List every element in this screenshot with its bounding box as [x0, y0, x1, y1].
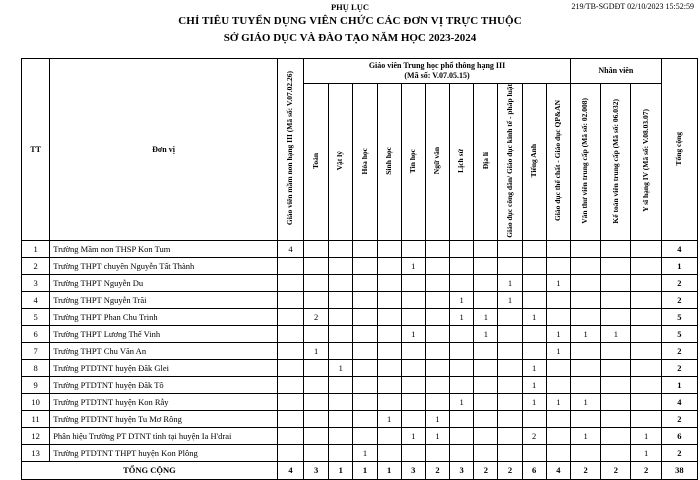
quota-cell: [546, 410, 570, 427]
quota-cell: [571, 308, 601, 325]
quota-cell: [353, 342, 377, 359]
quota-cell: [277, 325, 303, 342]
quota-cell: [277, 308, 303, 325]
header-unit: Đơn vị: [50, 59, 278, 241]
quota-cell: [304, 291, 329, 308]
quota-cell: [377, 240, 401, 257]
quota-cell: [631, 342, 661, 359]
total-cell: 4: [277, 461, 303, 479]
quota-cell: 1: [522, 393, 546, 410]
quota-cell: [498, 325, 522, 342]
quota-cell: [546, 240, 570, 257]
row-number: 10: [22, 393, 50, 410]
total-cell: 4: [546, 461, 570, 479]
quota-cell: [601, 393, 631, 410]
quota-cell: [377, 393, 401, 410]
quota-cell: 1: [546, 325, 570, 342]
quota-cell: [601, 342, 631, 359]
quota-cell: [277, 376, 303, 393]
quota-cell: [377, 359, 401, 376]
quota-cell: [498, 308, 522, 325]
table-row: [22, 274, 698, 291]
total-cell: 3: [401, 461, 425, 479]
header-subject: Hóa học: [353, 84, 377, 241]
quota-cell: [450, 325, 474, 342]
unit-name: Trường Mầm non THSP Kon Tum: [50, 240, 278, 257]
quota-cell: [425, 257, 449, 274]
quota-cell: [450, 342, 474, 359]
total-cell: 1: [377, 461, 401, 479]
quota-cell: [353, 393, 377, 410]
quota-cell: [304, 410, 329, 427]
quota-cell: [601, 427, 631, 444]
quota-cell: [304, 393, 329, 410]
row-total: 2: [661, 359, 697, 376]
quota-cell: [601, 359, 631, 376]
quota-cell: [631, 410, 661, 427]
quota-cell: [601, 274, 631, 291]
quota-cell: 1: [474, 308, 498, 325]
unit-name: Trường PTDTNT huyện Tu Mơ Rông: [50, 410, 278, 427]
total-cell: 2: [631, 461, 661, 479]
quota-cell: 1: [498, 274, 522, 291]
header-subject: Giáo dục công dân/ Giáo dục kinh tế - pháp luật: [498, 84, 522, 241]
quota-cell: [450, 427, 474, 444]
row-number: 3: [22, 274, 50, 291]
header-subject: Toán: [304, 84, 329, 241]
header-highschool-group: Giáo viên Trung học phổ thông hạng III (Mã số: V.07.05.15): [304, 59, 571, 84]
header-total: Tổng cộng: [661, 59, 697, 241]
row-number: 12: [22, 427, 50, 444]
unit-name: Trường THPT Nguyễn Trãi: [50, 291, 278, 308]
quota-cell: [546, 257, 570, 274]
quota-cell: [474, 393, 498, 410]
quota-cell: [498, 257, 522, 274]
quota-cell: 1: [450, 308, 474, 325]
quota-cell: [329, 376, 353, 393]
quota-cell: [546, 291, 570, 308]
quota-cell: [498, 359, 522, 376]
quota-cell: [401, 444, 425, 461]
quota-cell: [329, 342, 353, 359]
quota-cell: [425, 376, 449, 393]
total-cell: 1: [353, 461, 377, 479]
quota-cell: [329, 257, 353, 274]
quota-cell: [353, 240, 377, 257]
quota-cell: [571, 444, 601, 461]
quota-cell: [601, 376, 631, 393]
quota-cell: [450, 410, 474, 427]
header-tt: TT: [22, 59, 50, 241]
quota-cell: [546, 308, 570, 325]
table-row: [22, 342, 698, 359]
quota-cell: 1: [450, 291, 474, 308]
quota-cell: 1: [522, 359, 546, 376]
quota-cell: [401, 376, 425, 393]
grand-total: 38: [661, 461, 697, 479]
row-number: 2: [22, 257, 50, 274]
quota-cell: [546, 359, 570, 376]
quota-cell: [304, 240, 329, 257]
row-number: 7: [22, 342, 50, 359]
quota-cell: [601, 291, 631, 308]
quota-cell: [401, 393, 425, 410]
header-subject: Sinh học: [377, 84, 401, 241]
quota-cell: [329, 427, 353, 444]
quota-cell: [353, 291, 377, 308]
quota-cell: [498, 427, 522, 444]
header-subject: Lịch sử: [450, 84, 474, 241]
quota-cell: [329, 325, 353, 342]
row-number: 1: [22, 240, 50, 257]
quota-cell: [425, 342, 449, 359]
quota-cell: [474, 240, 498, 257]
quota-cell: [474, 274, 498, 291]
quota-cell: [522, 444, 546, 461]
quota-cell: [277, 393, 303, 410]
quota-cell: [498, 444, 522, 461]
unit-name: Trường THPT chuyên Nguyễn Tất Thành: [50, 257, 278, 274]
quota-cell: [377, 308, 401, 325]
quota-cell: [304, 257, 329, 274]
quota-cell: [601, 410, 631, 427]
unit-name: Trường THPT Nguyễn Du: [50, 274, 278, 291]
header-subject: Vật lý: [329, 84, 353, 241]
table-row: [22, 257, 698, 274]
row-number: 6: [22, 325, 50, 342]
quota-cell: [498, 376, 522, 393]
quota-cell: 1: [571, 393, 601, 410]
quota-cell: [329, 291, 353, 308]
row-number: 4: [22, 291, 50, 308]
quota-cell: [401, 308, 425, 325]
quota-cell: [474, 359, 498, 376]
row-number: 8: [22, 359, 50, 376]
quota-cell: [353, 427, 377, 444]
quota-cell: 1: [474, 325, 498, 342]
quota-cell: [571, 359, 601, 376]
quota-cell: [425, 291, 449, 308]
quota-cell: 1: [571, 427, 601, 444]
table-row: [22, 427, 698, 444]
header-staff-position: Kế toán viên trung cấp (Mã số: 06.032): [601, 84, 631, 241]
row-total: 1: [661, 257, 697, 274]
quota-cell: [401, 342, 425, 359]
quota-cell: 2: [304, 308, 329, 325]
quota-cell: [425, 393, 449, 410]
quota-cell: [277, 410, 303, 427]
quota-cell: [304, 376, 329, 393]
quota-cell: [546, 427, 570, 444]
quota-cell: [277, 427, 303, 444]
unit-name: Trường THPT Phan Chu Trinh: [50, 308, 278, 325]
quota-cell: [377, 444, 401, 461]
row-number: 9: [22, 376, 50, 393]
quota-cell: [304, 325, 329, 342]
unit-name: Trường THPT Chu Văn An: [50, 342, 278, 359]
quota-cell: [329, 274, 353, 291]
quota-cell: 1: [546, 342, 570, 359]
row-total: 2: [661, 291, 697, 308]
quota-cell: [601, 257, 631, 274]
unit-name: Phân hiệu Trường PT DTNT tỉnh tại huyện Ia H'drai: [50, 427, 278, 444]
quota-cell: [353, 274, 377, 291]
table-row: [22, 308, 698, 325]
quota-cell: [498, 342, 522, 359]
table-row: [22, 393, 698, 410]
quota-cell: [401, 274, 425, 291]
quota-cell: [401, 410, 425, 427]
quota-cell: [329, 308, 353, 325]
quota-cell: [571, 274, 601, 291]
unit-name: Trường PTDTNT huyện Kon Rẫy: [50, 393, 278, 410]
quota-cell: [450, 444, 474, 461]
quota-cell: 1: [425, 427, 449, 444]
quota-cell: [277, 342, 303, 359]
quota-cell: [474, 291, 498, 308]
table-row: [22, 240, 698, 257]
document-reference: 219/TB-SGDĐT 02/10/2023 15:52:59: [571, 2, 694, 11]
header-staff-group: Nhân viên: [571, 59, 662, 84]
quota-cell: [631, 308, 661, 325]
row-total: 5: [661, 308, 697, 325]
quota-cell: 1: [498, 291, 522, 308]
quota-cell: 1: [522, 376, 546, 393]
quota-cell: [631, 376, 661, 393]
header-staff-position: Y sĩ hạng IV (Mã số: V.08.03.07): [631, 84, 661, 241]
quota-cell: 1: [631, 444, 661, 461]
quota-cell: [522, 410, 546, 427]
header-subject: Địa lí: [474, 84, 498, 241]
quota-cell: [353, 257, 377, 274]
quota-cell: [401, 291, 425, 308]
quota-cell: [474, 427, 498, 444]
totals-row: [22, 461, 698, 479]
quota-cell: [277, 274, 303, 291]
quota-cell: 1: [571, 325, 601, 342]
quota-cell: 1: [546, 274, 570, 291]
quota-cell: [304, 427, 329, 444]
quota-cell: [522, 291, 546, 308]
quota-cell: [522, 257, 546, 274]
quota-cell: [353, 376, 377, 393]
quota-cell: [425, 274, 449, 291]
quota-cell: [474, 257, 498, 274]
total-cell: 2: [498, 461, 522, 479]
header-subject: Tin học: [401, 84, 425, 241]
row-total: 5: [661, 325, 697, 342]
quota-cell: [571, 342, 601, 359]
quota-cell: [601, 444, 631, 461]
quota-cell: [329, 444, 353, 461]
quota-cell: [377, 376, 401, 393]
quota-cell: 2: [522, 427, 546, 444]
quota-cell: 1: [546, 393, 570, 410]
document-subtitle: SỞ GIÁO DỤC VÀ ĐÀO TẠO NĂM HỌC 2023-2024: [223, 32, 477, 44]
quota-cell: [631, 359, 661, 376]
quota-cell: [601, 240, 631, 257]
quota-cell: 1: [304, 342, 329, 359]
quota-cell: 1: [631, 427, 661, 444]
quota-cell: 1: [353, 444, 377, 461]
quota-cell: [571, 376, 601, 393]
table-row: [22, 325, 698, 342]
quota-cell: [450, 240, 474, 257]
row-total: 4: [661, 240, 697, 257]
quota-cell: [474, 342, 498, 359]
quota-cell: [329, 393, 353, 410]
quota-cell: [377, 291, 401, 308]
quota-cell: [450, 359, 474, 376]
unit-name: Trường PTDTNT THPT huyện Kon Plông: [50, 444, 278, 461]
quota-cell: [304, 359, 329, 376]
quota-cell: [498, 393, 522, 410]
total-cell: 2: [571, 461, 601, 479]
quota-cell: [353, 308, 377, 325]
quota-cell: [571, 240, 601, 257]
quota-cell: [571, 410, 601, 427]
quota-cell: [631, 257, 661, 274]
table-row: [22, 376, 698, 393]
quota-cell: [377, 257, 401, 274]
quota-cell: [474, 410, 498, 427]
quota-cell: [474, 376, 498, 393]
row-number: 13: [22, 444, 50, 461]
total-cell: 2: [474, 461, 498, 479]
quota-cell: [450, 257, 474, 274]
quota-cell: [277, 359, 303, 376]
total-cell: 2: [425, 461, 449, 479]
quota-cell: [377, 274, 401, 291]
row-total: 2: [661, 274, 697, 291]
quota-cell: 1: [522, 308, 546, 325]
total-cell: 1: [329, 461, 353, 479]
row-total: 2: [661, 444, 697, 461]
table-row: [22, 359, 698, 376]
quota-cell: [571, 257, 601, 274]
quota-cell: [522, 274, 546, 291]
quota-cell: [546, 444, 570, 461]
quota-cell: [353, 325, 377, 342]
quota-cell: [401, 240, 425, 257]
quota-cell: [401, 359, 425, 376]
quota-cell: 1: [401, 427, 425, 444]
quota-cell: [377, 325, 401, 342]
quota-cell: 4: [277, 240, 303, 257]
row-total: 2: [661, 342, 697, 359]
header-subject: Tiếng Anh: [522, 84, 546, 241]
row-number: 11: [22, 410, 50, 427]
table-row: [22, 291, 698, 308]
quota-cell: [425, 444, 449, 461]
row-number: 5: [22, 308, 50, 325]
document-title: CHỈ TIÊU TUYỂN DỤNG VIÊN CHỨC CÁC ĐƠN VỊ TRỰC THUỘC: [178, 15, 522, 27]
quota-cell: [425, 308, 449, 325]
quota-cell: [425, 240, 449, 257]
quota-cell: [498, 240, 522, 257]
header-preschool: Giáo viên mầm non hạng III (Mã số: V.07.02.26): [277, 59, 303, 241]
quota-cell: [329, 410, 353, 427]
header-subject: Giáo dục thể chất - Giáo dục QP&AN: [546, 84, 570, 241]
quota-cell: [631, 325, 661, 342]
quota-cell: [377, 427, 401, 444]
quota-cell: [353, 359, 377, 376]
quota-cell: [353, 410, 377, 427]
unit-name: Trường THPT Lương Thế Vinh: [50, 325, 278, 342]
quota-cell: [450, 274, 474, 291]
quota-cell: [498, 410, 522, 427]
quota-cell: 1: [329, 359, 353, 376]
quota-cell: [425, 325, 449, 342]
row-total: 2: [661, 410, 697, 427]
quota-cell: [474, 444, 498, 461]
appendix-label: PHỤ LỤC: [330, 2, 369, 12]
table-row: [22, 410, 698, 427]
total-cell: 3: [450, 461, 474, 479]
quota-cell: 1: [425, 410, 449, 427]
quota-cell: [571, 291, 601, 308]
quota-cell: 1: [450, 393, 474, 410]
quota-cell: [546, 376, 570, 393]
quota-cell: [631, 291, 661, 308]
quota-cell: [631, 393, 661, 410]
quota-cell: 1: [401, 325, 425, 342]
row-total: 6: [661, 427, 697, 444]
unit-name: Trường PTDTNT huyện Đăk Tô: [50, 376, 278, 393]
quota-cell: [277, 291, 303, 308]
quota-cell: [601, 308, 631, 325]
quota-cell: [304, 274, 329, 291]
total-cell: 3: [304, 461, 329, 479]
quota-cell: [522, 325, 546, 342]
quota-cell: [304, 444, 329, 461]
quota-cell: [277, 444, 303, 461]
totals-label: TỔNG CỘNG: [22, 461, 278, 479]
unit-name: Trường PTDTNT huyện Đăk Glei: [50, 359, 278, 376]
total-cell: 2: [601, 461, 631, 479]
quota-cell: [425, 359, 449, 376]
quota-cell: [631, 274, 661, 291]
quota-cell: [329, 240, 353, 257]
header-subject: Ngữ văn: [425, 84, 449, 241]
total-cell: 6: [522, 461, 546, 479]
quota-cell: [377, 342, 401, 359]
quota-cell: [631, 240, 661, 257]
quota-cell: [522, 342, 546, 359]
quota-cell: [450, 376, 474, 393]
row-total: 4: [661, 393, 697, 410]
header-staff-position: Văn thư viên trung cấp (Mã số: 02.008): [571, 84, 601, 241]
row-total: 1: [661, 376, 697, 393]
quota-cell: 1: [601, 325, 631, 342]
table-row: [22, 444, 698, 461]
quota-cell: 1: [377, 410, 401, 427]
recruitment-table: [21, 58, 698, 480]
quota-cell: [522, 240, 546, 257]
quota-cell: 1: [401, 257, 425, 274]
quota-cell: [277, 257, 303, 274]
